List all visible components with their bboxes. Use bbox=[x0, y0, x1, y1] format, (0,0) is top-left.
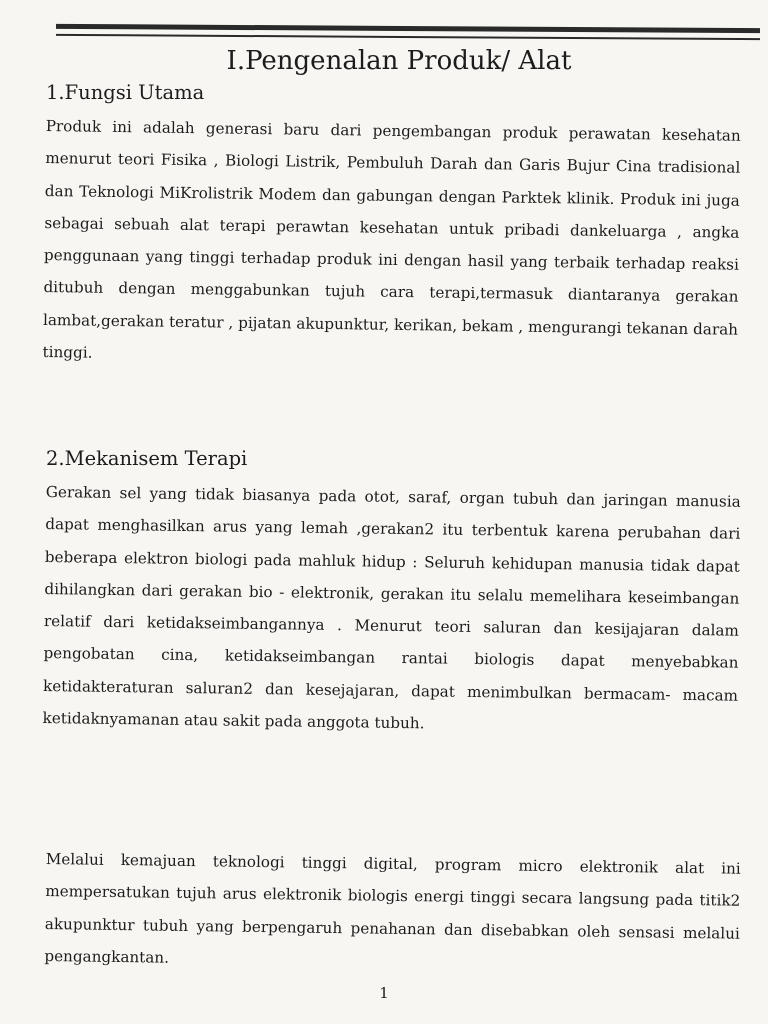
section-2-body: Gerakan sel yang tidak biasanya pada otot, saraf, organ tubuh dan jaringan manusia dapat menghasilkan arus yang lemah ,gerakan2 itu terbentuk karena perubahan dari beberapa elektron biologi pada mahluk hidup : Seluruh kehidupan manusia tidak dapat dihilangkan dari gerakan bio - elektronik, gerakan itu selalu memelihara keseimbangan relatif dari ketidakseimbangannya . Menurut teori saluran dan kesijajaran dalam pengobatan cina, ketidakseimbangan rantai biologis dapat menyebabkan ketidakteraturan saluran2 dan kesejajaran, dapat menimbulkan bermacam- macam ketidaknyamanan atau sakit pada anggota tubuh. bbox=[42, 482, 741, 733]
section-1-heading: 1.Fungsi Utama bbox=[46, 81, 205, 104]
section-1-body: Produk ini adalah generasi baru dari pengembangan produk perawatan kesehatan menurut teori Fisika , Biologi Listrik, Pembuluh Darah dan Garis Bujur Cina tradisional dan Teknologi MiKrolistrik Modem dan gabungan dengan Parktek klinik. Produk ini juga sebagai sebuah alat terapi perawtan kesehatan untuk pribadi dankeluarga , angka penggunaan yang tinggi terhadap produk ini dengan hasil yang terbaik terhadap reaksi ditubuh dengan menggabunkan tujuh cara terapi,termasuk diantaranya gerakan lambat,gerakan teratur , pijatan akupunktur, kerikan, bekam , mengurangi tekanan darah tinggi. bbox=[42, 116, 741, 362]
section-2-heading: 2.Mekanisem Terapi bbox=[46, 447, 248, 470]
page-number: 1 bbox=[379, 984, 389, 1002]
section-2-body-continued: Melalui kemajuan teknologi tinggi digital, program micro elektronik alat ini mempersatukan tujuh arus elektronik biologis energi tinggi secara langsung pada titik2 akupunktur tubuh yang berpengaruh penahanan dan disebabkan oleh sensasi melalui pengangkantan. bbox=[44, 849, 741, 967]
header-rule-thin bbox=[56, 34, 760, 40]
page-title: I.Pengenalan Produk/ Alat bbox=[226, 46, 572, 76]
header-rule-thick bbox=[56, 24, 760, 33]
